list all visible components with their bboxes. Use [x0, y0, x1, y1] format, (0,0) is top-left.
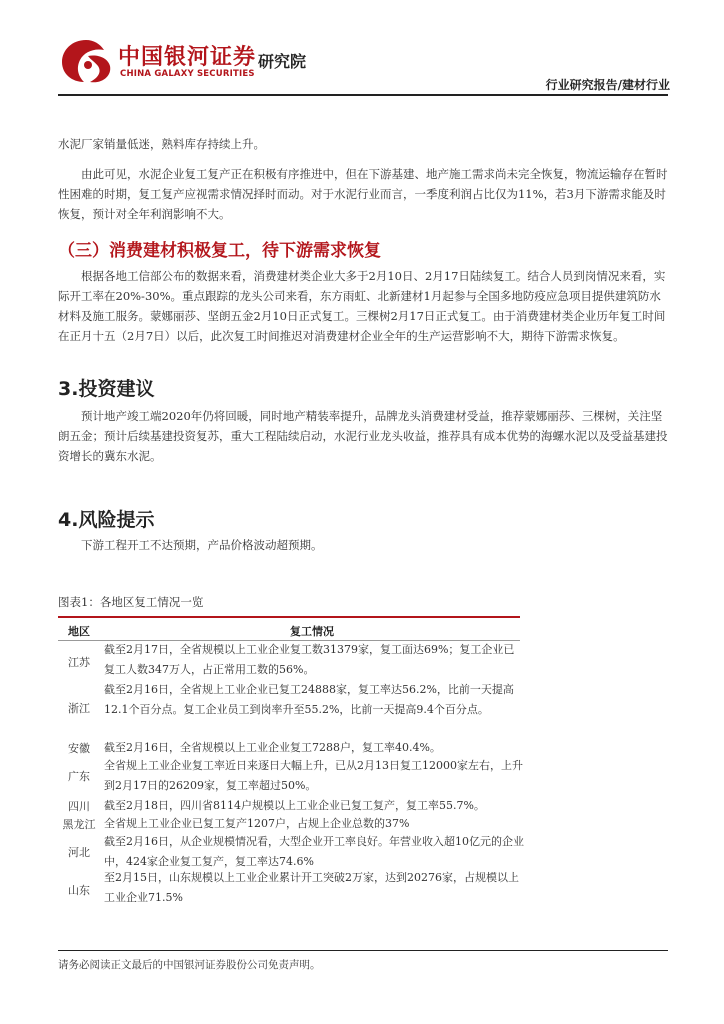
paragraph-2: 由此可见，水泥企业复工复产正在积极有序推进中，但在下游基建、地产施工需求尚未完全恢复，物流运输存在暂时性困难的时期，复工复产应视需求情况择时而动。对于水泥行业而言，一季度利润占比仅为11%，若3月下游需求能及时恢复，预计对全年利润影响不大。	[58, 167, 668, 221]
section-subheading: （三）消费建材积极复工，待下游需求恢复	[58, 241, 381, 261]
table-header-detail: 复工情况	[290, 625, 334, 638]
table-row-detail: 截至2月16日，全省规上工业企业已复工24888家，复工率达56.2%，比前一天提高12.1个百分点。复工企业员工到岗率升至55.2%，比前一天提高9.4个百分点。	[104, 683, 514, 716]
paragraph-5: 下游工程开工不达预期，产品价格波动超预期。	[81, 538, 323, 552]
footer-disclaimer: 请务必阅读正文最后的中国银河证券股份公司免责声明。	[58, 959, 321, 971]
table-row-detail: 全省规上工业企业已复工复产1207户，占规上企业总数的37%	[104, 817, 410, 830]
table-top-rule	[58, 616, 520, 618]
report-type: 行业研究报告/建材行业	[545, 78, 670, 92]
footer-divider	[58, 950, 668, 951]
paragraph-1: 水泥厂家销量低迷，熟料库存持续上升。	[58, 137, 265, 151]
table-row-detail: 全省规上工业企业复工率近日来逐日大幅上升，已从2月13日复工12000家左右，上升到2月17日的26209家，复工率超过50%。	[104, 759, 523, 792]
table-row-detail: 截至2月18日，四川省8114户规模以上工业企业已复工复产，复工率55.7%。	[104, 799, 485, 812]
logo-english-name: CHINA GALAXY SECURITIES	[120, 69, 255, 79]
table-row-region: 黑龙江	[62, 818, 96, 831]
heading-investment-advice: 3.投资建议	[58, 378, 155, 400]
china-galaxy-logo-icon	[58, 36, 114, 86]
table-caption: 图表1：各地区复工情况一览	[58, 595, 204, 609]
table-header-region: 地区	[68, 625, 90, 638]
header-divider	[58, 94, 668, 96]
table-row-detail: 截至2月16日，全省规模以上工业企业复工7288户，复工率40.4%。	[104, 741, 441, 754]
table-row-region: 浙江	[68, 702, 90, 715]
table-row-region: 山东	[68, 884, 90, 897]
table-row-region: 江苏	[68, 656, 90, 669]
page-header	[0, 0, 724, 100]
paragraph-3: 根据各地工信部公布的数据来看，消费建材类企业大多于2月10日、2月17日陆续复工。结合人员到岗情况来看，实际开工率在20%-30%。重点跟踪的龙头公司来看，东方雨虹、北新建材1月起参与全国多地防疫应急项目提供建筑防水材料及施工服务。蒙娜丽莎、坚朗五金2月10日正式复工。三棵树2月17日正式复工。由于消费建材类企业历年复工时间在正月十五（2月7日）以后，此次复工时间推迟对消费建材企业全年的生产运营影响不大，期待下游需求恢复。	[58, 269, 666, 343]
institute-name: 研究院	[258, 52, 307, 71]
table-row-region: 广东	[68, 770, 90, 783]
table-row-detail: 截至2月16日，从企业规模情况看，大型企业开工率良好。年营业收入超10亿元的企业中，424家企业复工复产，复工率达74.6%	[104, 835, 524, 868]
heading-risk-warning: 4.风险提示	[58, 509, 155, 531]
paragraph-4: 预计地产竣工端2020年仍将回暖，同时地产精装率提升，品牌龙头消费建材受益，推荐蒙娜丽莎、三棵树，关注坚朗五金；预计后续基建投资复苏，重大工程陆续启动，水泥行业龙头收益，推荐具有成本优势的海螺水泥以及受益基建投资增长的冀东水泥。	[58, 409, 668, 463]
table-row-detail: 截至2月17日，全省规模以上工业企业复工数31379家，复工面达69%；复工企业已复工人数347万人，占正常用工数的56%。	[104, 643, 515, 676]
logo-chinese-name: 中国银河证券	[118, 45, 257, 70]
table-row-detail: 至2月15日，山东规模以上工业企业累计开工突破2万家，达到20276家，占规模以上工业企业71.5%	[104, 871, 519, 904]
table-row-region: 河北	[68, 846, 90, 859]
table-row-region: 四川	[68, 800, 90, 813]
table-row-region: 安徽	[68, 742, 90, 755]
